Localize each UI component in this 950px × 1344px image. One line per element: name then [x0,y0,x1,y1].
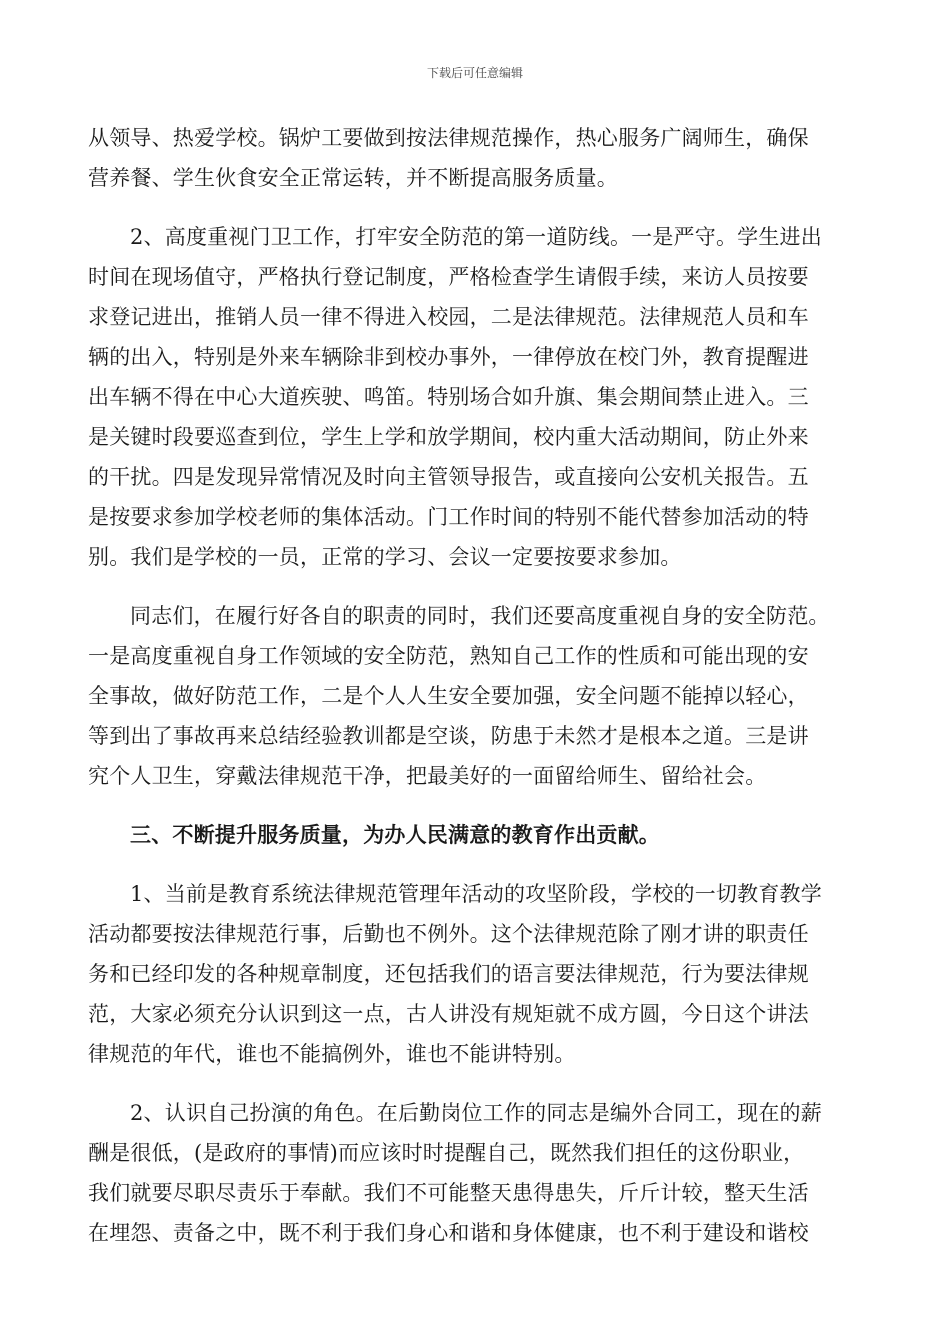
text-line: 辆的出入，特别是外来车辆除非到校办事外，一律停放在校门外，教育提醒进 [88,345,809,369]
section-heading-text: 三、不断提升服务质量，为办人民满意的教育作出贡献。 [130,822,660,847]
paragraph-3 [88,596,868,796]
text-line: 律规范的年代，谁也不能搞例外，谁也不能讲特别。 [88,1042,576,1066]
text-line: 务和已经印发的各种规章制度，还包括我们的语言要法律规范，行为要法律规 [88,962,809,986]
text-line: 是按要求参加学校老师的集体活动。门工作时间的特别不能代替参加活动的特 [88,505,809,529]
text-line: 同志们，在履行好各自的职责的同时，我们还要高度重视自身的安全防范。 [130,604,830,628]
text-line: 从领导、热爱学校。锅炉工要做到按法律规范操作，热心服务广阔师生，确保 [88,126,809,150]
text-line: 2、高度重视门卫工作，打牢安全防范的第一道防线。一是严守。学生进出 [130,225,822,249]
text-line: 等到出了事故再来总结经验教训都是空谈，防患于未然才是根本之道。三是讲 [88,724,809,748]
text-line: 1、当前是教育系统法律规范管理年活动的攻坚阶段，学校的一切教育教学 [130,882,822,906]
text-line: 全事故，做好防范工作，二是个人人生安全要加强，安全问题不能掉以轻心， [88,684,809,708]
text-line: 求登记进出，推销人员一律不得进入校园，二是法律规范。法律规范人员和车 [88,305,809,329]
text-line: 我们就要尽职尽责乐于奉献。我们不可能整天患得患失，斤斤计较，整天生活 [88,1181,809,1205]
text-line: 酬是很低，(是政府的事情)而应该时时提醒自己，既然我们担任的这份职业， [88,1141,805,1165]
text-line: 一是高度重视自身工作领域的安全防范，熟知自己工作的性质和可能出现的安 [88,644,809,668]
section-heading [88,815,868,855]
text-line: 营养餐、学生伙食安全正常运转，并不断提高服务质量。 [88,166,618,190]
text-line: 究个人卫生，穿戴法律规范干净，把最美好的一面留给师生、留给社会。 [88,764,767,788]
text-line: 别。我们是学校的一员，正常的学习、会议一定要按要求参加。 [88,545,682,569]
text-line: 在埋怨、责备之中，既不利于我们身心和谐和身体健康，也不利于建设和谐校 [88,1221,809,1245]
text-line: 时间在现场值守，严格执行登记制度，严格检查学生请假手续，来访人员按要 [88,265,809,289]
text-line: 出车辆不得在中心大道疾驶、鸣笛。特别场合如升旗、集会期间禁止进入。三 [88,385,809,409]
paragraph-5 [88,1093,868,1253]
text-line: 活动都要按法律规范行事，后勤也不例外。这个法律规范除了刚才讲的职责任 [88,922,809,946]
text-line: 的干扰。四是发现异常情况及时向主管领导报告，或直接向公安机关报告。五 [88,465,809,489]
page-header: 下载后可任意编辑 [426,66,523,80]
text-line: 范，大家必须充分认识到这一点，古人讲没有规矩就不成方圆，今日这个讲法 [88,1002,809,1026]
paragraph-4 [88,874,868,1074]
text-line: 是关键时段要巡查到位，学生上学和放学期间，校内重大活动期间，防止外来 [88,425,809,449]
paragraph-1 [88,118,868,198]
paragraph-2 [88,217,868,577]
text-line: 2、认识自己扮演的角色。在后勤岗位工作的同志是编外合同工，现在的薪 [130,1101,822,1125]
document-body [88,118,868,1253]
